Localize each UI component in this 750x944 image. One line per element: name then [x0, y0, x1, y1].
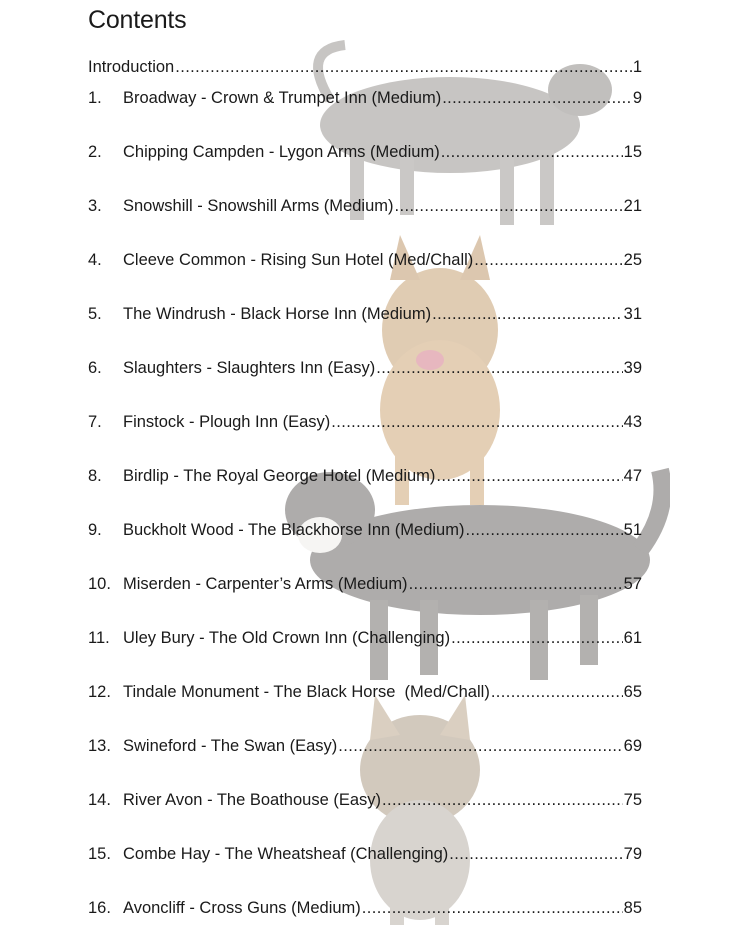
toc-entry-title: Cleeve Common - Rising Sun Hotel (Med/Chall)	[123, 251, 474, 269]
toc-entry[interactable]	[88, 843, 642, 865]
toc-entry-number: 13.	[88, 737, 111, 755]
toc-entry-title: Finstock - Plough Inn (Easy)	[123, 413, 331, 431]
toc-entry-page: 85	[623, 899, 642, 917]
toc-entry-number: 14.	[88, 791, 111, 809]
toc-entry-number: 16.	[88, 899, 111, 917]
dot-leader	[409, 573, 623, 595]
toc-entry-page: 79	[623, 845, 642, 863]
toc-entry[interactable]	[88, 465, 642, 487]
dot-leader	[491, 681, 623, 703]
toc-entry-page: 9	[632, 89, 642, 107]
toc-entry-title: Combe Hay - The Wheatsheaf (Challenging)	[123, 845, 449, 863]
toc-entry-title: Tindale Monument - The Black Horse (Med/Chall)	[123, 683, 490, 701]
toc-entry-page: 15	[623, 143, 642, 161]
toc-entry[interactable]	[88, 735, 642, 757]
toc-entry-title: Uley Bury - The Old Crown Inn (Challenging)	[123, 629, 451, 647]
toc-entry-number: 9.	[88, 521, 102, 539]
toc-entry-page: 1	[632, 58, 642, 76]
toc-entry-page: 61	[623, 629, 642, 647]
toc-entry-page: 65	[623, 683, 642, 701]
toc-entry-page: 51	[623, 521, 642, 539]
toc-entry-title: Buckholt Wood - The Blackhorse Inn (Medium)	[123, 521, 465, 539]
dot-leader	[362, 897, 623, 919]
toc-entry-title: Miserden - Carpenter’s Arms (Medium)	[123, 575, 408, 593]
toc-entry-number: 7.	[88, 413, 102, 431]
toc-entry-title: The Windrush - Black Horse Inn (Medium)	[123, 305, 432, 323]
toc-entry[interactable]	[88, 357, 642, 379]
toc-entry[interactable]	[88, 627, 642, 649]
dot-leader	[175, 56, 632, 78]
toc-entry[interactable]	[88, 141, 642, 163]
toc-entry-title: Snowshill - Snowshill Arms (Medium)	[123, 197, 394, 215]
dot-leader	[382, 789, 623, 811]
toc-entry-introduction[interactable]	[88, 56, 642, 78]
toc-entry-number: 1.	[88, 89, 102, 107]
toc-entry[interactable]	[88, 249, 642, 271]
dot-leader	[465, 519, 622, 541]
dot-leader	[376, 357, 622, 379]
toc-entry-number: 5.	[88, 305, 102, 323]
dot-leader	[331, 411, 622, 433]
toc-entry[interactable]	[88, 87, 642, 109]
dot-leader	[338, 735, 622, 757]
toc-entry[interactable]	[88, 681, 642, 703]
toc-entry-title: Avoncliff - Cross Guns (Medium)	[123, 899, 361, 917]
toc-entry-page: 47	[623, 467, 642, 485]
toc-entry-number: 8.	[88, 467, 102, 485]
dot-leader	[436, 465, 622, 487]
toc-entry-title: Introduction	[88, 58, 175, 76]
toc-entry-number: 12.	[88, 683, 111, 701]
page-title: Contents	[88, 6, 187, 34]
toc-entry-title: Slaughters - Slaughters Inn (Easy)	[123, 359, 376, 377]
toc-entry[interactable]	[88, 519, 642, 541]
toc-entry-page: 25	[623, 251, 642, 269]
toc-entry-title: River Avon - The Boathouse (Easy)	[123, 791, 382, 809]
toc-entry-title: Swineford - The Swan (Easy)	[123, 737, 338, 755]
toc-entry-number: 6.	[88, 359, 102, 377]
toc-entry[interactable]	[88, 195, 642, 217]
toc-entry[interactable]	[88, 573, 642, 595]
dot-leader	[449, 843, 622, 865]
toc-entry-title: Broadway - Crown & Trumpet Inn (Medium)	[123, 89, 442, 107]
dot-leader	[432, 303, 623, 325]
toc-entry-number: 10.	[88, 575, 111, 593]
toc-entry-page: 21	[623, 197, 642, 215]
toc-entry-page: 39	[623, 359, 642, 377]
dot-leader	[441, 141, 623, 163]
toc-entry-number: 3.	[88, 197, 102, 215]
toc-entry-number: 15.	[88, 845, 111, 863]
toc-entry[interactable]	[88, 411, 642, 433]
toc-entry-number: 11.	[88, 629, 110, 647]
dot-leader	[395, 195, 623, 217]
dot-leader	[451, 627, 623, 649]
toc-entry-number: 2.	[88, 143, 102, 161]
toc-entry-page: 57	[623, 575, 642, 593]
toc-entry-number: 4.	[88, 251, 102, 269]
toc-entry[interactable]	[88, 789, 642, 811]
toc-entry-page: 43	[623, 413, 642, 431]
toc-entry-page: 31	[623, 305, 642, 323]
dot-leader	[442, 87, 632, 109]
dot-leader	[474, 249, 622, 271]
toc-entry-title: Chipping Campden - Lygon Arms (Medium)	[123, 143, 440, 161]
toc-entry-title: Birdlip - The Royal George Hotel (Medium)	[123, 467, 436, 485]
toc-entry[interactable]	[88, 303, 642, 325]
toc-entry-page: 69	[623, 737, 642, 755]
toc-entry-page: 75	[623, 791, 642, 809]
toc-entry[interactable]	[88, 897, 642, 919]
